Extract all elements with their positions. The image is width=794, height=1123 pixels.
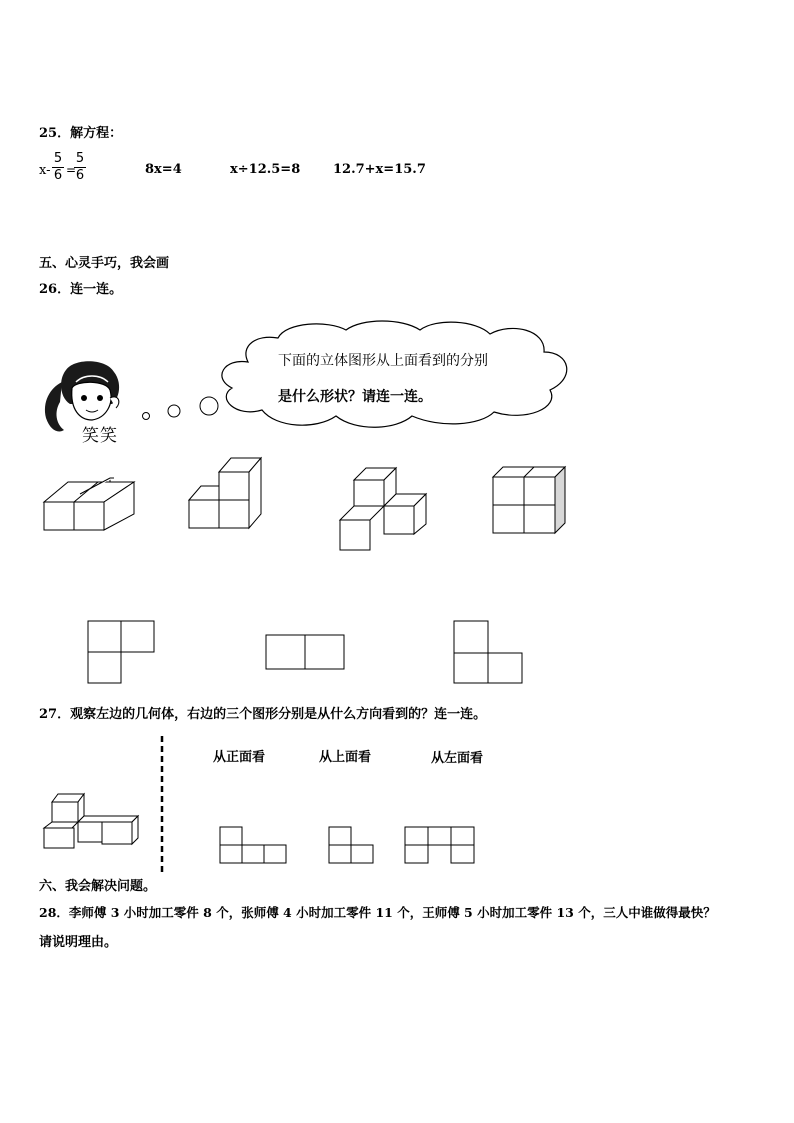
section5-title: 五、心灵手巧，我会画 — [39, 256, 170, 271]
eq1-numerator-left: 5 — [53, 151, 63, 166]
eq1-fraction-left — [52, 152, 64, 183]
eq1-denominator-left: 6 — [53, 168, 63, 183]
q25-title: 25．解方程： — [39, 126, 123, 141]
character-name: 笑笑 — [82, 426, 118, 446]
dashed-divider — [160, 736, 164, 878]
section6-title: 六、我会解决问题。 — [39, 879, 157, 894]
view-option-2 — [266, 635, 346, 671]
speech-line-2: 是什么形状？请连一连。 — [278, 389, 432, 405]
solid-b — [189, 456, 264, 528]
q26-title: 26．连一连。 — [39, 282, 123, 297]
solid-d — [493, 467, 568, 535]
solid-c — [340, 466, 426, 552]
solid-a — [44, 474, 134, 532]
label-top-view: 从上面看 — [319, 750, 372, 765]
q27-shape-2 — [329, 827, 377, 867]
speech-line-1: 下面的立体图形从上面看到的分别 — [278, 353, 488, 369]
q27-title: 27．观察左边的几何体，右边的三个图形分别是从什么方向看到的？连一连。 — [39, 707, 487, 722]
eq1-prefix: x- — [39, 163, 51, 178]
eq1-equals: = — [66, 163, 77, 177]
q28-line-2: 请说明理由。 — [39, 935, 118, 950]
q27-solid — [44, 794, 140, 850]
eq3: x÷12.5=8 — [230, 162, 301, 177]
q27-shape-3 — [405, 827, 477, 867]
thought-bubble — [140, 318, 590, 438]
eq4: 12.7+x=15.7 — [333, 162, 426, 177]
eq2: 8x=4 — [145, 162, 182, 177]
q27-shape-1 — [220, 827, 290, 867]
eq1-denominator-right: 6 — [75, 168, 85, 183]
view-option-3 — [454, 621, 526, 685]
view-option-1 — [88, 621, 158, 685]
label-left-view: 从左面看 — [431, 751, 484, 766]
q28-line-1: 28．李师傅 3 小时加工零件 8 个，张师傅 4 小时加工零件 11 个，王师傅 5 小时加工零件 13 个，三人中谁做得最快？ — [39, 905, 716, 920]
eq1-numerator-right: 5 — [75, 151, 85, 166]
label-front-view: 从正面看 — [213, 750, 266, 765]
eq1-fraction-right — [74, 152, 86, 183]
